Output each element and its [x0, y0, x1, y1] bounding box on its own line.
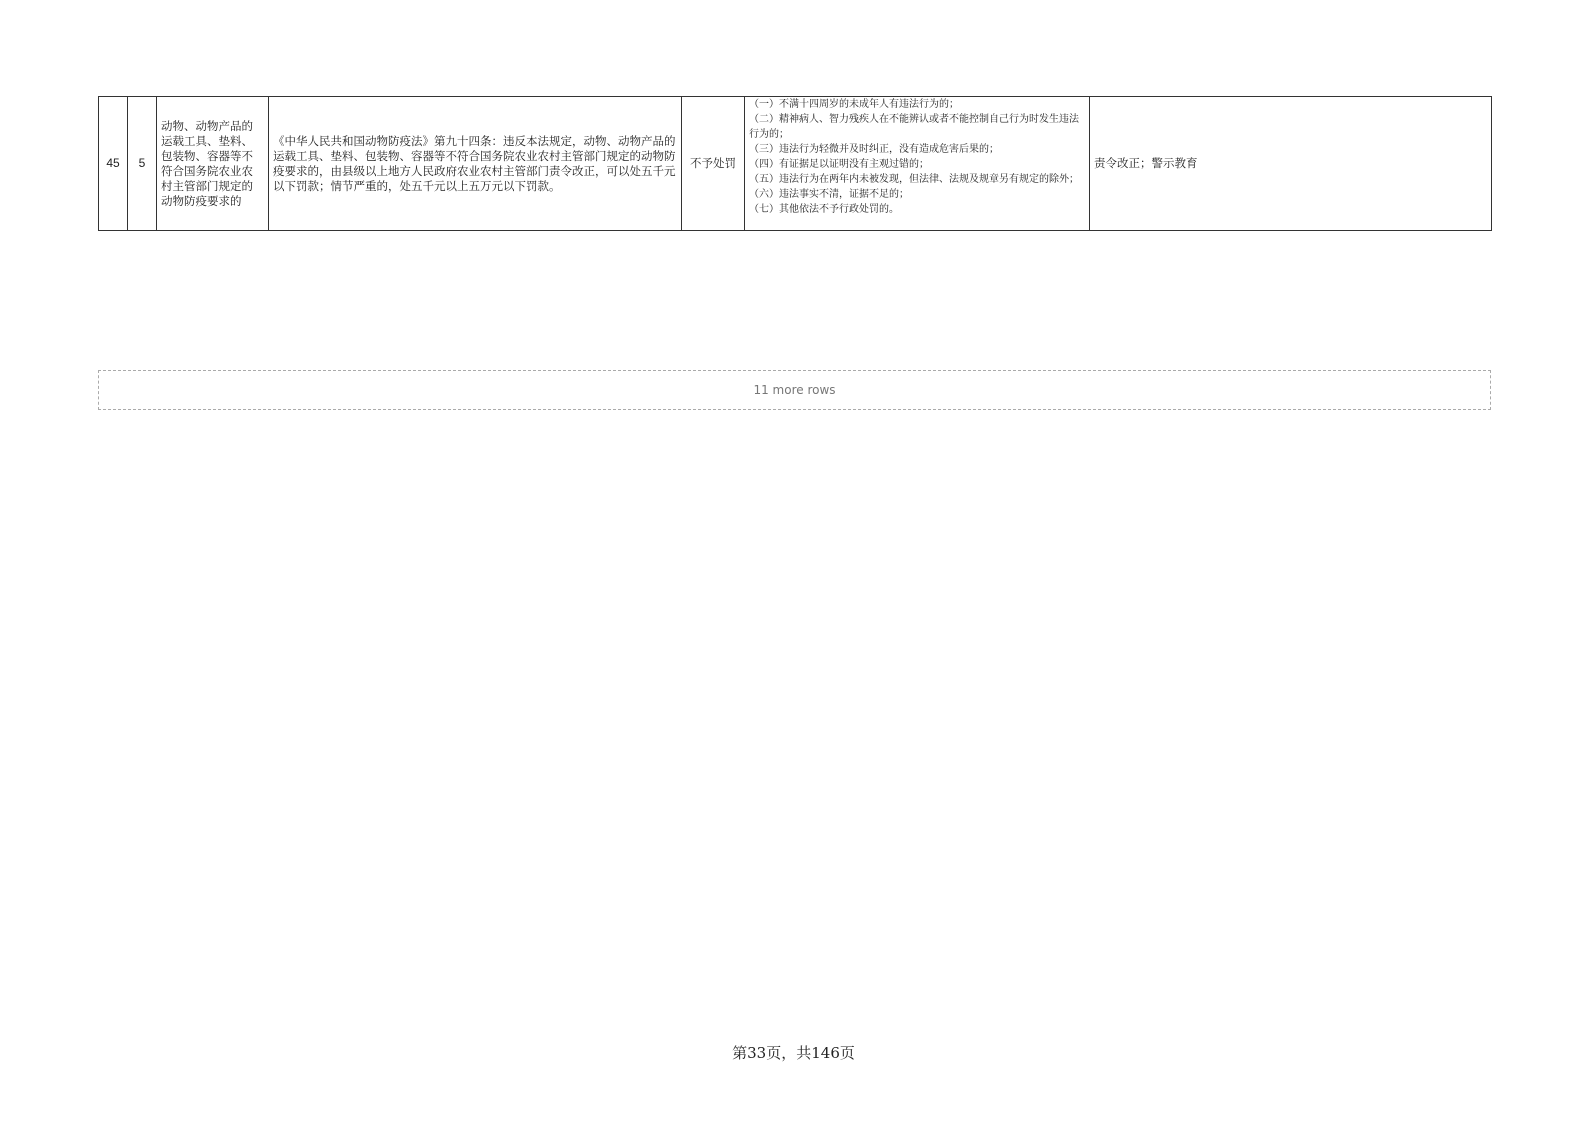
penalty-table-wrapper	[98, 96, 1491, 231]
page-footer: 第33页，共146页	[732, 1044, 855, 1062]
penalty-table	[98, 96, 1492, 231]
penalty-level: 不予处罚	[682, 97, 745, 231]
legal-basis: 《中华人民共和国动物防疫法》第九十四条：违反本法规定，动物、动物产品的运载工具、垫料、包装物、容器等不符合国务院农业农村主管部门规定的动物防疫要求的，由县级以上地方人民政府农业农村主管部门责令改正，可以处五千元以下罚款；情节严重的，处五千元以上五万元以下罚款。	[269, 97, 682, 231]
penalty-result: 责令改正；警示教育	[1090, 97, 1492, 231]
item-number: 45	[99, 97, 128, 231]
table-row	[99, 97, 1492, 231]
sub-item-number: 5	[128, 97, 157, 231]
more-rows: 11 more rows	[98, 370, 1491, 410]
violation-description: 动物、动物产品的运载工具、垫料、包装物、容器等不符合国务院农业农村主管部门规定的动物防疫要求的	[157, 97, 269, 231]
penalty-condition: （一）不满十四周岁的未成年人有违法行为的； （二）精神病人、智力残疾人在不能辨认或者不能控制自己行为时发生违法行为的； （三）违法行为轻微并及时纠正，没有造成危害后果的； （四）有证据足以证明没有主观过错的； （五）违法行为在两年内未被发现，但法律、法规及规章另有规定的除外； （六）违法事实不清，证据不足的； （七）其他依法不予行政处罚的。	[745, 97, 1090, 231]
